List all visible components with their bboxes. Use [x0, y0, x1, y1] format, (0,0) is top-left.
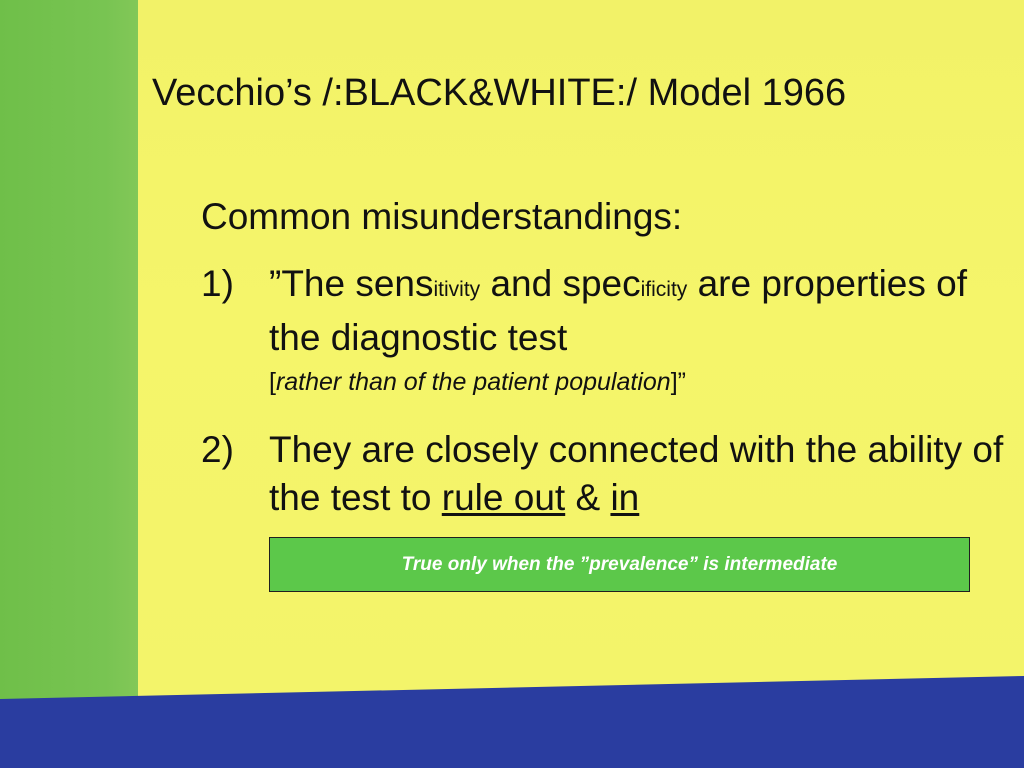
parenthetical-note	[269, 362, 1009, 402]
list-number: 1)	[201, 263, 234, 304]
list-text	[269, 260, 1009, 402]
callout-text: True only when the ”prevalence” is intermediate	[401, 553, 838, 575]
small-text-segment: ificity	[640, 278, 688, 301]
small-text-segment: itivity	[433, 278, 481, 301]
text-segment: are properties of the diagnostic test	[269, 263, 968, 358]
text-segment: ”The sens	[269, 263, 434, 304]
underlined-in: in	[610, 477, 640, 518]
underlined-rule-out: rule out	[441, 477, 566, 518]
text-segment: and spec	[480, 263, 641, 304]
list-text	[269, 426, 1009, 522]
subheading: Common misunderstandings:	[201, 196, 683, 237]
text-segment: They are closely connected with the ability of the test to	[269, 429, 1004, 518]
list-number: 2)	[201, 429, 234, 470]
callout-box	[269, 537, 970, 592]
italic-note: rather than of the patient population	[275, 368, 671, 396]
bracket-open: [	[269, 368, 276, 396]
bracket-close: ]”	[670, 368, 686, 396]
text-segment: &	[565, 477, 611, 518]
left-green-band	[0, 0, 150, 700]
slide-title: Vecchio’s /:BLACK&WHITE:/ Model 1966	[152, 72, 847, 114]
